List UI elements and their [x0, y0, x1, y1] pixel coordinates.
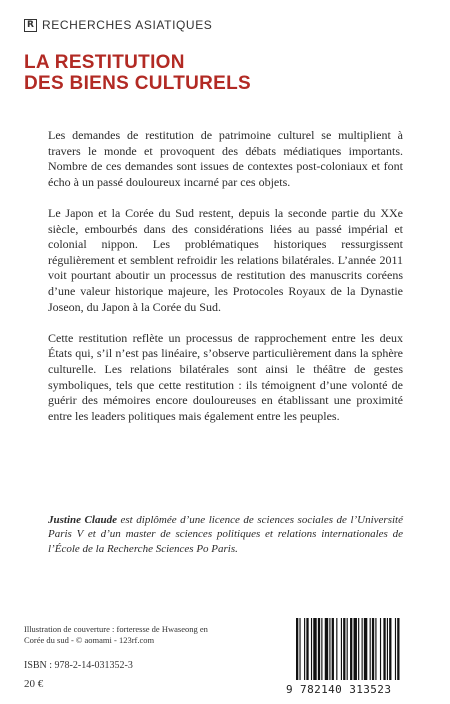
barcode-bar	[387, 618, 388, 680]
barcode-bar	[372, 618, 374, 680]
barcode-bar	[389, 618, 391, 680]
barcode-bar	[329, 618, 330, 680]
barcode-bar	[321, 618, 322, 680]
blurb-paragraph-3: Cette restitution reflète un processus de rapprochement entre les deux États qui, s’il n’est pas linéaire, s’observe particulièrement dans la sphère culturelle. Les relations bilatérales sont ainsi le théâtre de gestes symboliques, tels que cette restitution : ils témoignent d’une volonté de guérir des mémoires encore douloureuses en établissant une proximité entre les leaders politiques mais également entre les peuples.	[48, 330, 403, 423]
barcode-bar	[395, 618, 396, 680]
blurb-paragraph-2: Le Japon et la Corée du Sud restent, depuis la seconde partie du XXe siècle, embourbés dans des considérations liées au passé impérial et colonial nippon. Les problématiques historiques ressurgissent régulièrement et semblent refroidir les relations bilatérales. L’année 2011 voit pourtant aboutir un processus de restitution des manuscrits coréens d’une valeur historique majeure, les Protocoles Royaux de la Dynastie Joseon, du Japon à la Corée du Sud.	[48, 205, 403, 314]
barcode-bar	[358, 618, 359, 680]
author-bio	[48, 513, 403, 556]
barcode-bar	[397, 618, 399, 680]
barcode-bar	[313, 618, 316, 680]
barcode-bar	[336, 618, 337, 680]
barcode-bar	[311, 618, 312, 680]
author-name: Justine Claude	[48, 514, 117, 526]
isbn: ISBN : 978-2-14-031352-3	[24, 660, 133, 671]
series-logo-icon: R	[24, 19, 37, 32]
barcode-bar	[299, 618, 300, 680]
barcode-bar	[306, 618, 308, 680]
barcode-bar	[354, 618, 357, 680]
barcode-bar	[364, 618, 367, 680]
barcode-bar	[350, 618, 352, 680]
price: 20 €	[24, 678, 44, 690]
barcode-digits: 9 782140 313523	[286, 683, 392, 696]
barcode-bars-icon	[286, 616, 428, 682]
back-cover-blurb	[48, 128, 403, 440]
barcode-bar	[375, 618, 376, 680]
barcode-bar	[383, 618, 385, 680]
series-name: RECHERCHES ASIATIQUES	[42, 18, 213, 32]
cover-credit: Illustration de couverture : forteresse de Hwaseong en Corée du sud - © aomami - 123rf.com	[24, 624, 208, 645]
author-description: est diplômée d’une licence de sciences sociales de l’Université Paris V et d’un master de sciences politiques et relations internationales de l’École de la Recherche Sciences Po Paris.	[48, 514, 403, 555]
barcode-bar	[325, 618, 328, 680]
barcode-bar	[304, 618, 305, 680]
barcode-bar	[362, 618, 363, 680]
barcode-bar	[332, 618, 334, 680]
barcode-bar	[318, 618, 320, 680]
book-title-line-2: DES BIENS CULTURELS	[24, 73, 252, 94]
barcode-bar	[343, 618, 345, 680]
barcode-bar	[347, 618, 348, 680]
blurb-paragraph-1: Les demandes de restitution de patrimoine culturel se multiplient à travers le monde et provoquent des débats médiatiques importants. Nombre de ces demandes sont issues de contextes post-coloniaux et font écho à un passé douloureux incarné par ces objets.	[48, 128, 403, 189]
book-title-line-1: LA RESTITUTION	[24, 52, 185, 73]
barcode-bar	[380, 618, 381, 680]
series-header	[24, 18, 212, 32]
barcode-bar	[341, 618, 342, 680]
barcode-bar	[296, 618, 298, 680]
book-title	[24, 52, 251, 94]
barcode	[286, 616, 428, 696]
barcode-bar	[370, 618, 371, 680]
